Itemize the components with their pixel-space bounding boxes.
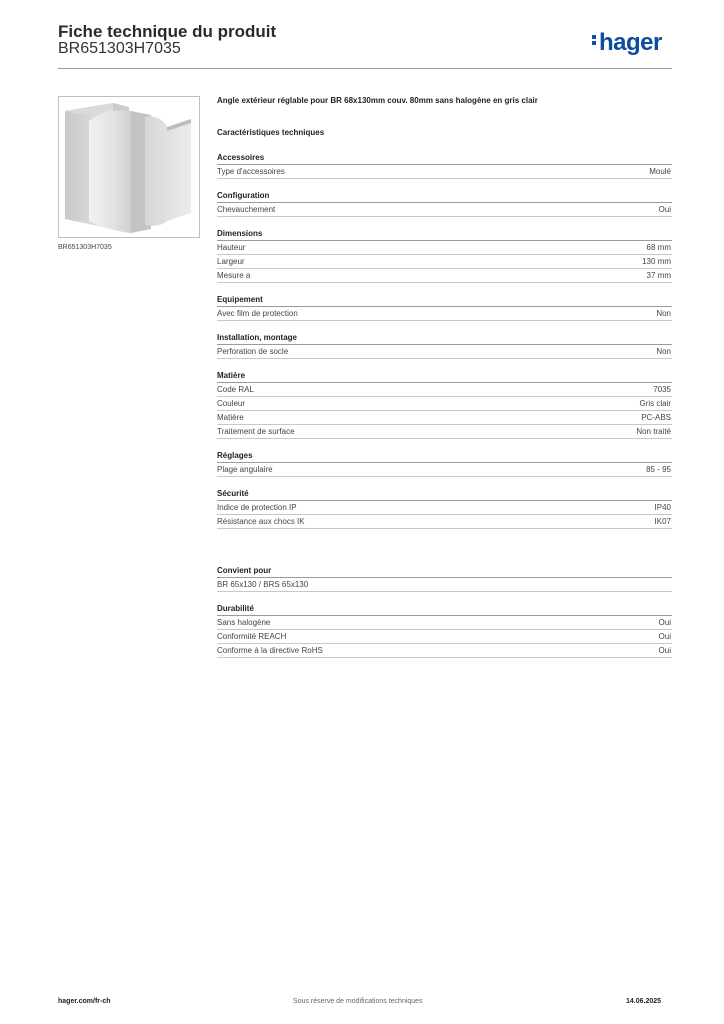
product-reference: BR651303H7035: [58, 40, 181, 57]
spec-row: [217, 397, 672, 411]
spec-value: Non: [656, 347, 671, 356]
product-corner-angle-icon: [59, 97, 199, 237]
page-title: Fiche technique du produit: [58, 22, 277, 41]
spec-label: Type d'accessoires: [217, 167, 285, 176]
spec-value: Gris clair: [639, 399, 671, 408]
spec-label: Résistance aux chocs IK: [217, 517, 305, 526]
spec-content: [217, 95, 672, 658]
tech-heading: Caractéristiques techniques: [217, 128, 325, 137]
spec-row: [217, 345, 672, 359]
spec-value: 130 mm: [642, 257, 671, 266]
spec-value: Oui: [658, 632, 671, 641]
spec-value: Non: [656, 309, 671, 318]
header-divider: [58, 68, 672, 69]
spec-label: Plage angulaire: [217, 465, 273, 474]
spec-section: [217, 190, 672, 217]
spec-row: [217, 425, 672, 439]
spec-label: Avec film de protection: [217, 309, 298, 318]
section-title: Réglages: [217, 450, 672, 463]
spec-section: [217, 488, 672, 529]
product-description: Angle extérieur réglable pour BR 68x130mm couv. 80mm sans halogène en gris clair: [217, 96, 538, 105]
spec-label: Chevauchement: [217, 205, 276, 214]
product-photo: [58, 96, 200, 238]
spec-label: Couleur: [217, 399, 246, 408]
spec-row: [217, 501, 672, 515]
spec-row: [217, 630, 672, 644]
spec-value: IP40: [654, 503, 671, 512]
footer-date: 14.06.2025: [626, 998, 662, 1005]
spec-row: [217, 307, 672, 321]
spec-sections: [217, 152, 672, 658]
spec-label: Sans halogène: [217, 618, 271, 627]
spec-row: [217, 383, 672, 397]
spec-value: Oui: [658, 618, 671, 627]
spec-label: Traitement de surface: [217, 427, 295, 436]
spec-section: [217, 603, 672, 658]
spec-label: Code RAL: [217, 385, 254, 394]
section-title: Accessoires: [217, 152, 672, 165]
spec-value: 7035: [653, 385, 671, 394]
spec-row: [217, 616, 672, 630]
spec-value: PC-ABS: [641, 413, 671, 422]
spec-row: [217, 411, 672, 425]
logo-dots-icon: [592, 33, 597, 47]
section-title: Convient pour: [217, 565, 672, 578]
spec-section: [217, 332, 672, 359]
spec-value: Moulé: [649, 167, 671, 176]
footer-notice: Sous réserve de modifications techniques: [293, 998, 423, 1005]
spec-label: Indice de protection IP: [217, 503, 297, 512]
spec-value: IK07: [654, 517, 671, 526]
section-title: Equipement: [217, 294, 672, 307]
section-title: Matière: [217, 370, 672, 383]
spec-value: 68 mm: [646, 243, 671, 252]
spec-section: [217, 228, 672, 283]
spec-section: [217, 370, 672, 439]
spec-label: Perforation de socle: [217, 347, 289, 356]
spec-value: 37 mm: [646, 271, 671, 280]
spec-label: BR 65x130 / BRS 65x130: [217, 580, 309, 589]
hager-logo: hager: [592, 29, 662, 57]
spec-section: [217, 294, 672, 321]
section-title: Sécurité: [217, 488, 672, 501]
spec-section: [217, 565, 672, 592]
spec-row: [217, 644, 672, 658]
spec-section: [217, 450, 672, 477]
spec-value: Oui: [658, 205, 671, 214]
spec-value: 85 - 95: [646, 465, 671, 474]
spec-section: [217, 152, 672, 179]
spec-row: [217, 241, 672, 255]
spec-label: Matière: [217, 413, 244, 422]
spec-row: [217, 165, 672, 179]
spec-value: Oui: [658, 646, 671, 655]
spec-value: Non traité: [636, 427, 671, 436]
section-title: Dimensions: [217, 228, 672, 241]
section-title: Installation, montage: [217, 332, 672, 345]
spec-row: [217, 463, 672, 477]
spec-row: [217, 269, 672, 283]
spec-row: [217, 255, 672, 269]
spec-label: Conformité REACH: [217, 632, 287, 641]
spec-label: Mesure a: [217, 271, 251, 280]
spec-row: [217, 578, 672, 592]
footer-website: hager.com/fr-ch: [58, 998, 111, 1005]
spec-label: Largeur: [217, 257, 245, 266]
spec-label: Conforme à la directive RoHS: [217, 646, 323, 655]
section-title: Durabilité: [217, 603, 672, 616]
spec-label: Hauteur: [217, 243, 246, 252]
spec-row: [217, 515, 672, 529]
section-title: Configuration: [217, 190, 672, 203]
image-caption: BR651303H7035: [58, 244, 112, 251]
spec-row: [217, 203, 672, 217]
